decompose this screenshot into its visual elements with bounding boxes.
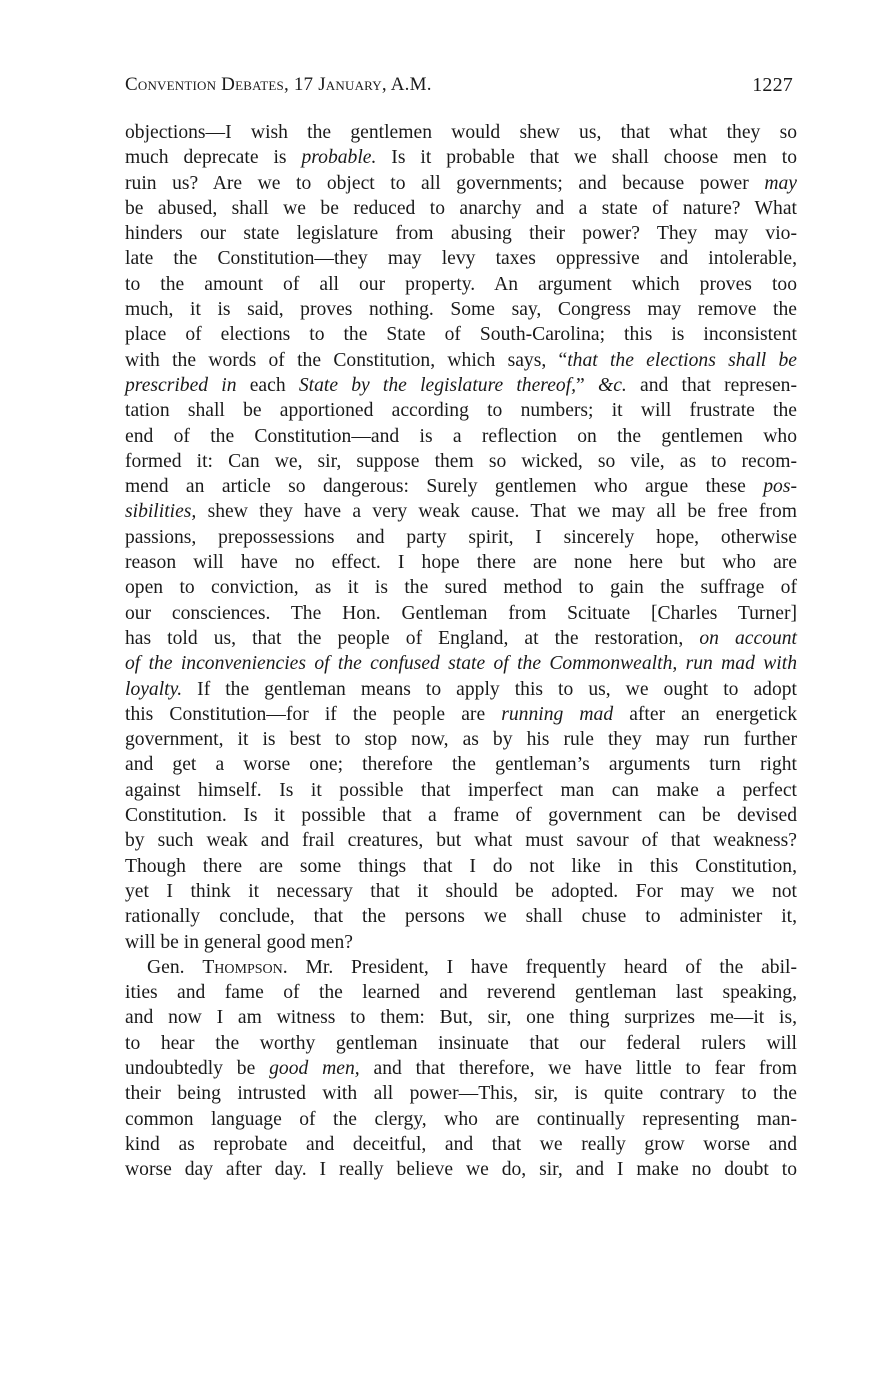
text-line [125, 575, 797, 600]
text-run: passions, prepossessions and party spirit, I sincerely hope, otherwise [125, 526, 797, 548]
text-run: be abused, shall we be reduced to anarchy and a state of nature? What [125, 197, 797, 219]
text-run: and now I am witness to them: But, sir, one thing surprizes me—it is, [125, 1007, 797, 1029]
text-run: much, it is said, proves nothing. Some say, Congress may remove the [125, 299, 797, 321]
text-run: sibilities, [125, 501, 197, 523]
text-run: that the elections shall be [567, 349, 797, 371]
text-line [125, 1005, 797, 1030]
text-run: government, it is best to stop now, as by his rule they may run further [125, 729, 797, 751]
text-run: Gen. [147, 956, 203, 978]
text-line [125, 196, 797, 221]
text-line [125, 626, 797, 651]
text-line [125, 373, 797, 398]
text-line [125, 171, 797, 196]
text-line [125, 727, 797, 752]
text-run: Though there are some things that I do not like in this Constitution, [125, 855, 797, 877]
text-line [125, 474, 797, 499]
text-run: much deprecate is [125, 147, 302, 169]
text-line [125, 322, 797, 347]
text-run: undoubtedly be [125, 1057, 270, 1079]
text-run: worse day after day. I really believe we do, sir, and I make no doubt to [125, 1159, 797, 1181]
text-run: running mad [501, 703, 614, 725]
text-run: to the amount of all our property. An argument which proves too [125, 273, 797, 295]
text-line [125, 955, 797, 980]
text-run: place of elections to the State of South-Carolina; this is inconsistent [125, 324, 797, 346]
text-line [125, 879, 797, 904]
text-run: against himself. Is it possible that imperfect man can make a perfect [125, 779, 797, 801]
text-line [125, 601, 797, 626]
text-line [125, 398, 797, 423]
text-run: shew they have a very weak cause. That we may all be free from [196, 501, 797, 523]
text-line [125, 145, 797, 170]
text-run: after an energetick [613, 703, 798, 725]
text-run: kind as reprobate and deceitful, and that we really grow worse and [125, 1133, 797, 1155]
text-run: open to conviction, as it is the sured method to gain the suffrage of [125, 577, 797, 599]
text-run: rationally conclude, that the persons we shall chuse to administer it, [125, 906, 797, 928]
text-line [125, 778, 797, 803]
text-run: Mr. President, I have frequently heard of the abil- [287, 956, 797, 978]
running-title: Convention Debates, 17 January, A.M. [125, 74, 432, 95]
page-number: 1227 [752, 74, 793, 96]
text-run: mend an article so dangerous: Surely gentlemen who argue these [125, 476, 764, 498]
text-line [125, 449, 797, 474]
text-run: Is it probable that we shall choose men to [376, 147, 797, 169]
text-line [125, 272, 797, 297]
text-line [125, 854, 797, 879]
text-run: probable. [301, 147, 377, 169]
text-run: this Constitution—for if the people are [125, 703, 502, 725]
body-text [125, 120, 797, 1182]
text-line [125, 803, 797, 828]
text-run: and that therefore, we have little to fear from [359, 1057, 797, 1079]
text-line [125, 651, 797, 676]
text-run: has told us, that the people of England, at the restoration, [125, 627, 700, 649]
text-line [125, 904, 797, 929]
text-run: by such weak and frail creatures, but what must savour of that weakness? [125, 830, 797, 852]
text-line [125, 702, 797, 727]
text-run: our consciences. The Hon. Gentleman from Scituate [Charles Turner] [125, 602, 797, 624]
text-run: late the Constitution—they may levy taxes oppressive and intolerable, [125, 248, 797, 270]
text-run: hinders our state legislature from abusing their power? They may vio- [125, 223, 797, 245]
text-line [125, 297, 797, 322]
text-line [125, 424, 797, 449]
text-line [125, 499, 797, 524]
text-run: objections—I wish the gentlemen would shew us, that what they so [125, 122, 797, 143]
text-line [125, 677, 797, 702]
text-run: loyalty. [125, 678, 183, 700]
text-line [125, 525, 797, 550]
text-run: Thompson. [202, 956, 288, 978]
text-run: tation shall be apportioned according to numbers; it will frustrate the [125, 400, 797, 422]
text-run: will be in general good men? [125, 931, 353, 953]
text-run: to hear the worthy gentleman insinuate that our federal rulers will [125, 1032, 797, 1054]
text-run: of the inconveniencies of the confused state of the Commonwealth, run mad with [125, 653, 797, 675]
text-run: good men, [269, 1057, 360, 1079]
text-line [125, 1157, 797, 1182]
text-run: ruin us? Are we to object to all governments; and because power [125, 172, 765, 194]
text-line [125, 828, 797, 853]
text-line [125, 1056, 797, 1081]
text-run: and that represen- [626, 374, 797, 396]
text-run: reason will have no effect. I hope there are none here but who are [125, 552, 797, 574]
text-run: State by the legislature thereof, [298, 374, 577, 396]
running-head [125, 74, 795, 102]
text-line [125, 752, 797, 777]
text-run: ities and fame of the learned and reverend gentleman last speaking, [125, 982, 797, 1004]
text-run: with the words of the Constitution, which says, “ [125, 349, 568, 371]
text-run: Constitution. Is it possible that a frame of government can be devised [125, 805, 797, 827]
text-run: formed it: Can we, sir, suppose them so wicked, so vile, as to recom- [125, 450, 797, 472]
text-run: may [764, 172, 797, 194]
text-run: each [236, 374, 299, 396]
text-line [125, 1107, 797, 1132]
text-run: their being intrusted with all power—This, sir, is quite contrary to the [125, 1083, 797, 1105]
text-run: on account [699, 627, 797, 649]
text-line [125, 120, 797, 145]
text-line [125, 246, 797, 271]
text-line [125, 221, 797, 246]
text-line [125, 348, 797, 373]
text-run: If the gentleman means to apply this to us, we ought to adopt [182, 678, 797, 700]
text-run: and get a worse one; therefore the gentleman’s arguments turn right [125, 754, 797, 776]
text-run: yet I think it necessary that it should be adopted. For may we not [125, 880, 797, 902]
text-line [125, 930, 797, 955]
text-run: &c. [597, 374, 627, 396]
text-run: pos- [763, 476, 797, 498]
text-run: common language of the clergy, who are continually representing man- [125, 1108, 797, 1130]
text-line [125, 550, 797, 575]
text-run: prescribed in [125, 374, 237, 396]
text-line [125, 980, 797, 1005]
text-line [125, 1031, 797, 1056]
text-line [125, 1081, 797, 1106]
text-run: ” [576, 374, 598, 396]
text-line [125, 1132, 797, 1157]
text-run: end of the Constitution—and is a reflection on the gentlemen who [125, 425, 797, 447]
